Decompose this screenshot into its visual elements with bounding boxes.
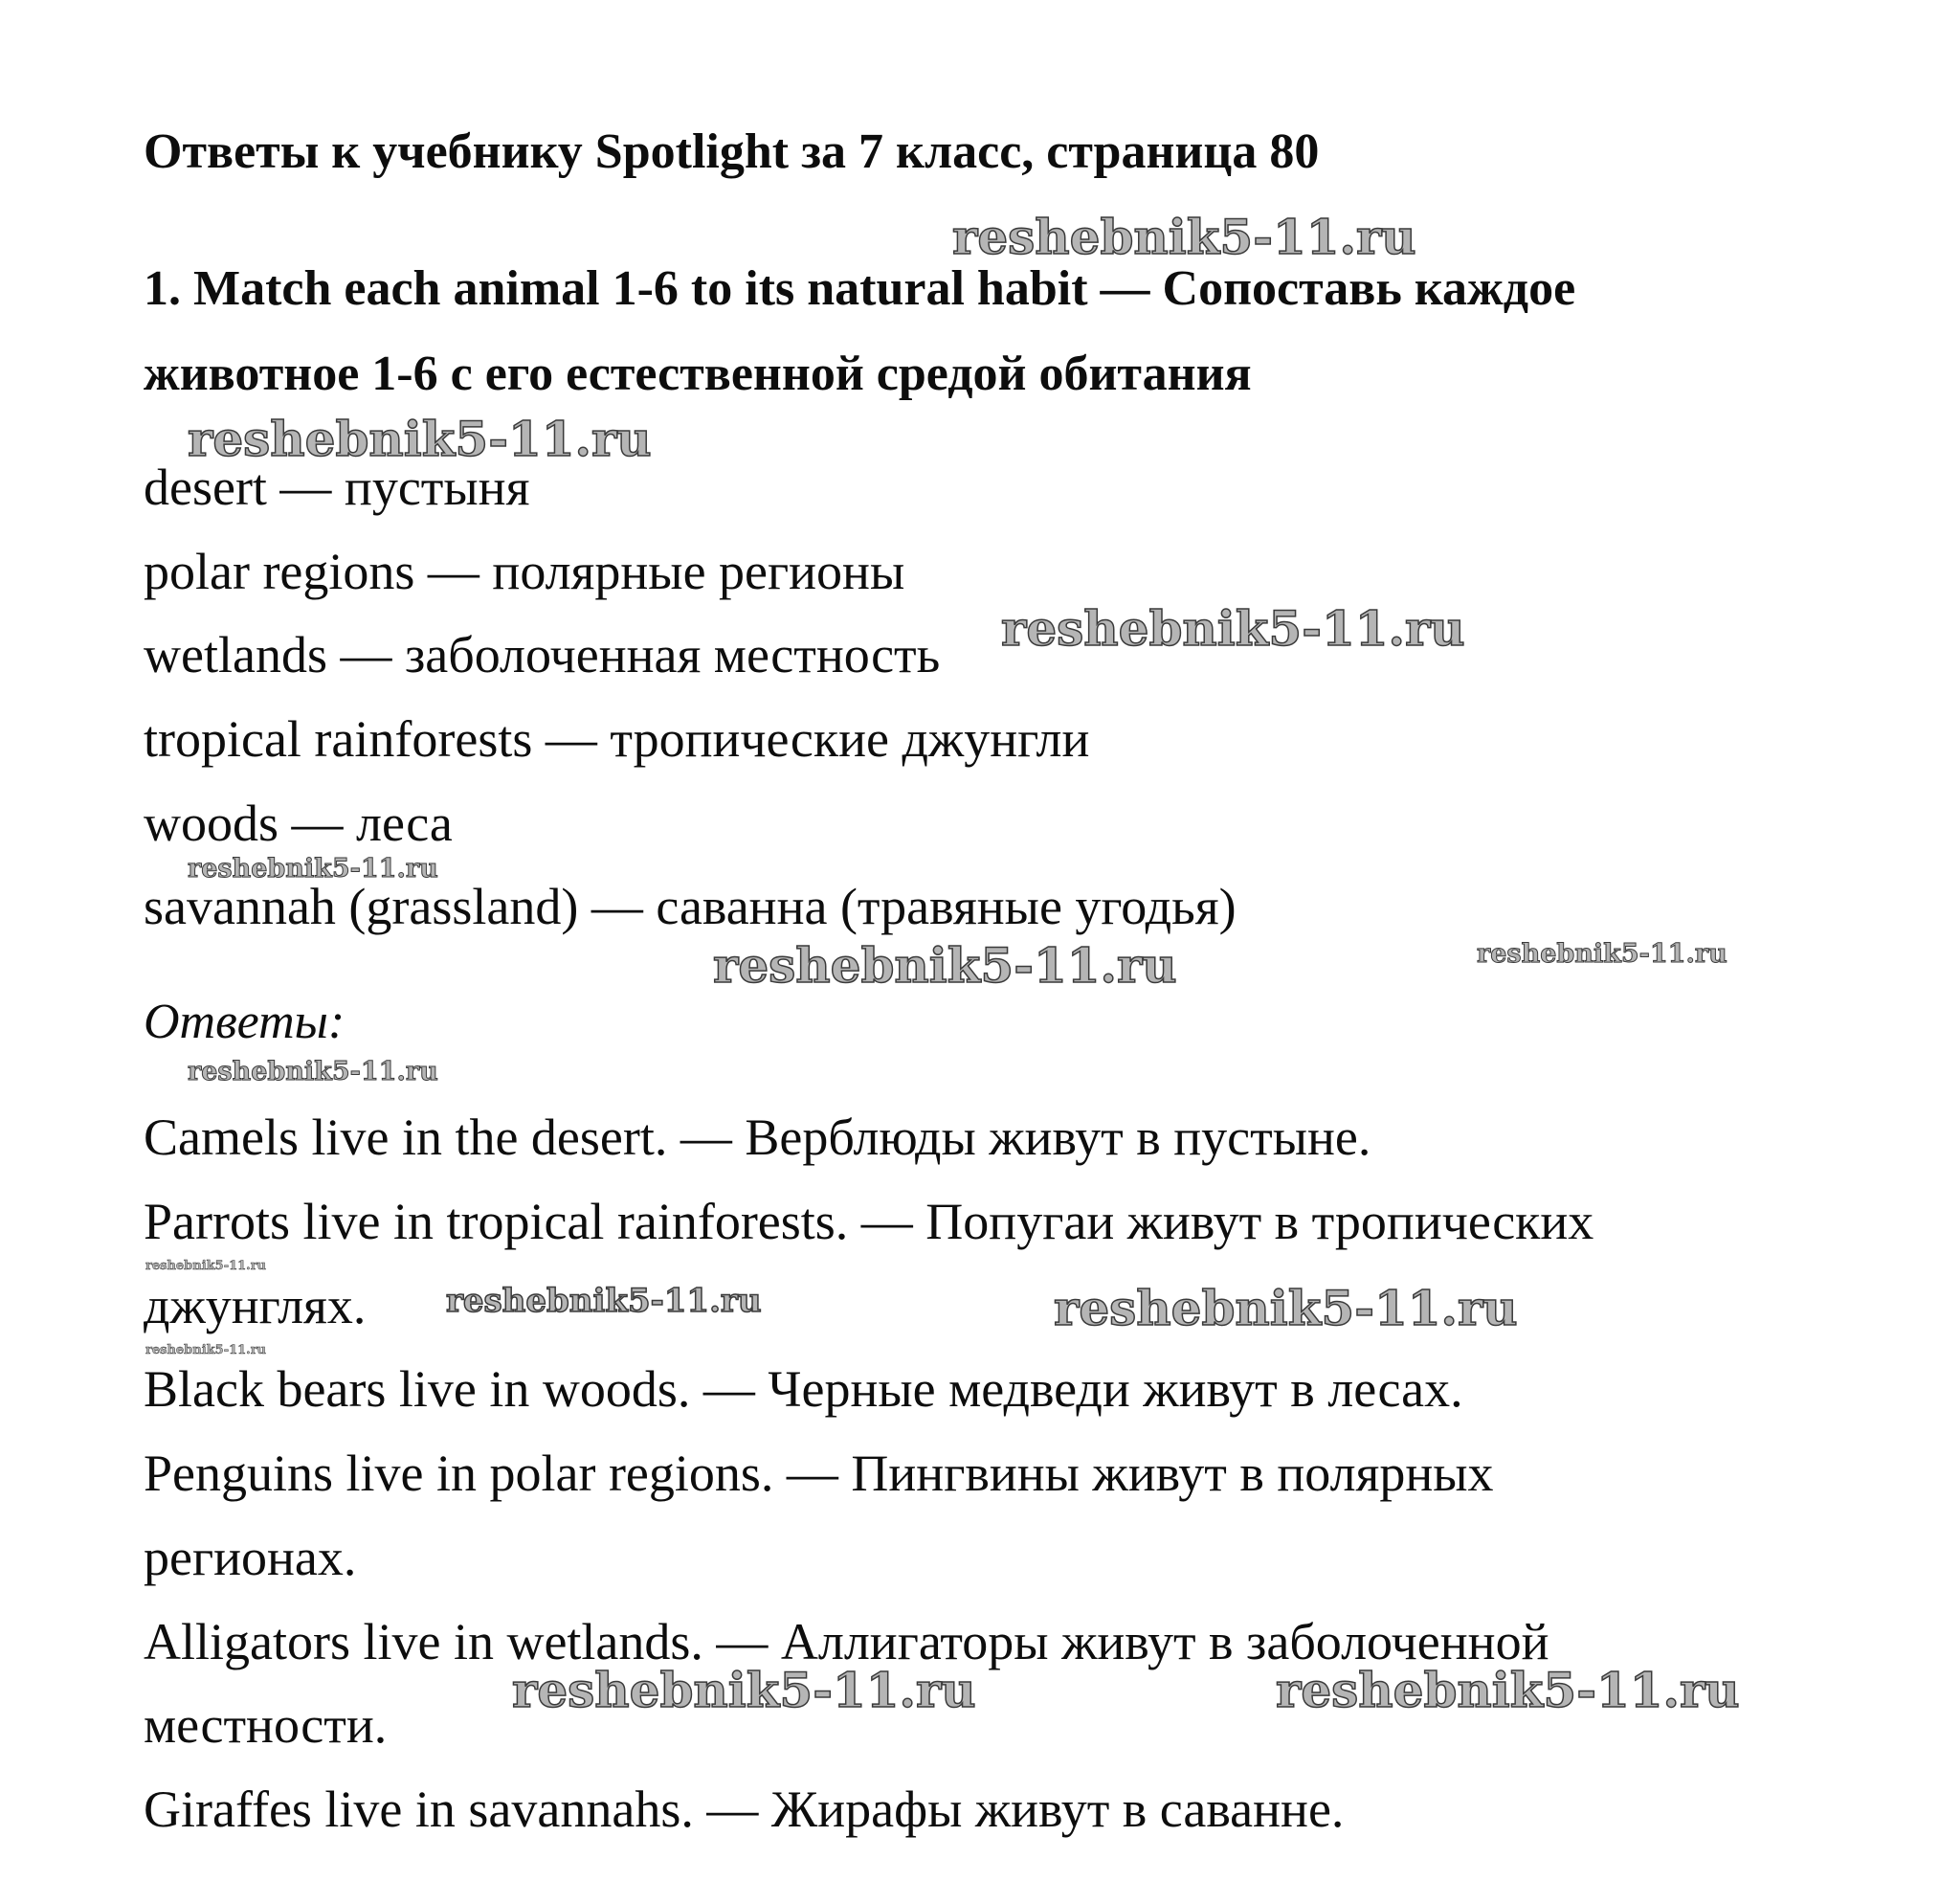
vocab-item-woods: woods — леса [144,795,453,852]
watermark: reshebnik5-11.ru [145,1259,267,1273]
vocab-item-savannah: savannah (grassland) — саванна (травяные угодья) [144,878,1237,935]
vocab-item-polar-regions: polar regions — полярные регионы [144,543,905,600]
watermark: reshebnik5-11.ru [1001,600,1465,657]
answer-giraffes: Giraffes live in savannahs. — Жирафы живут в саванне. [144,1781,1345,1838]
answers-label: Ответы: [144,995,345,1049]
vocab-item-tropical-rainforests: tropical rainforests — тропические джунгли [144,710,1090,768]
answer-alligators: Alligators live in wetlands. — Аллигаторы живут в заболоченной [144,1613,1549,1670]
watermark: reshebnik5-11.ru [952,209,1416,265]
watermark: reshebnik5-11.ru [188,1057,438,1086]
answer-penguins-continued: регионах. [144,1529,357,1586]
answer-alligators-continued: местности. [144,1696,388,1754]
watermark: reshebnik5-11.ru [145,1343,267,1357]
vocab-item-wetlands: wetlands — заболоченная местность [144,626,941,683]
watermark: reshebnik5-11.ru [1276,1662,1740,1718]
task-heading-line-2: животное 1-6 с его естественной средой обитания [144,347,1252,401]
watermark: reshebnik5-11.ru [188,854,438,884]
answer-black-bears: Black bears live in woods. — Черные медведи живут в лесах. [144,1360,1463,1418]
watermark: reshebnik5-11.ru [713,937,1177,994]
watermark: reshebnik5-11.ru [446,1282,762,1320]
answer-parrots-continued: джунглях. [144,1277,367,1334]
watermark: reshebnik5-11.ru [1477,939,1727,969]
answer-parrots: Parrots live in tropical rainforests. — Попугаи живут в тропических [144,1193,1594,1250]
page-title: Ответы к учебнику Spotlight за 7 класс, страница 80 [144,124,1320,179]
task-heading-line-1: 1. Match each animal 1-6 to its natural habit — Сопоставь каждое [144,261,1576,316]
answer-camels: Camels live in the desert. — Верблюды живут в пустыне. [144,1109,1371,1166]
watermark: reshebnik5-11.ru [512,1662,976,1718]
watermark: reshebnik5-11.ru [188,411,652,467]
vocab-item-desert: desert — пустыня [144,459,530,516]
watermark: reshebnik5-11.ru [1054,1280,1518,1336]
answer-penguins: Penguins live in polar regions. — Пингвины живут в полярных [144,1445,1494,1502]
